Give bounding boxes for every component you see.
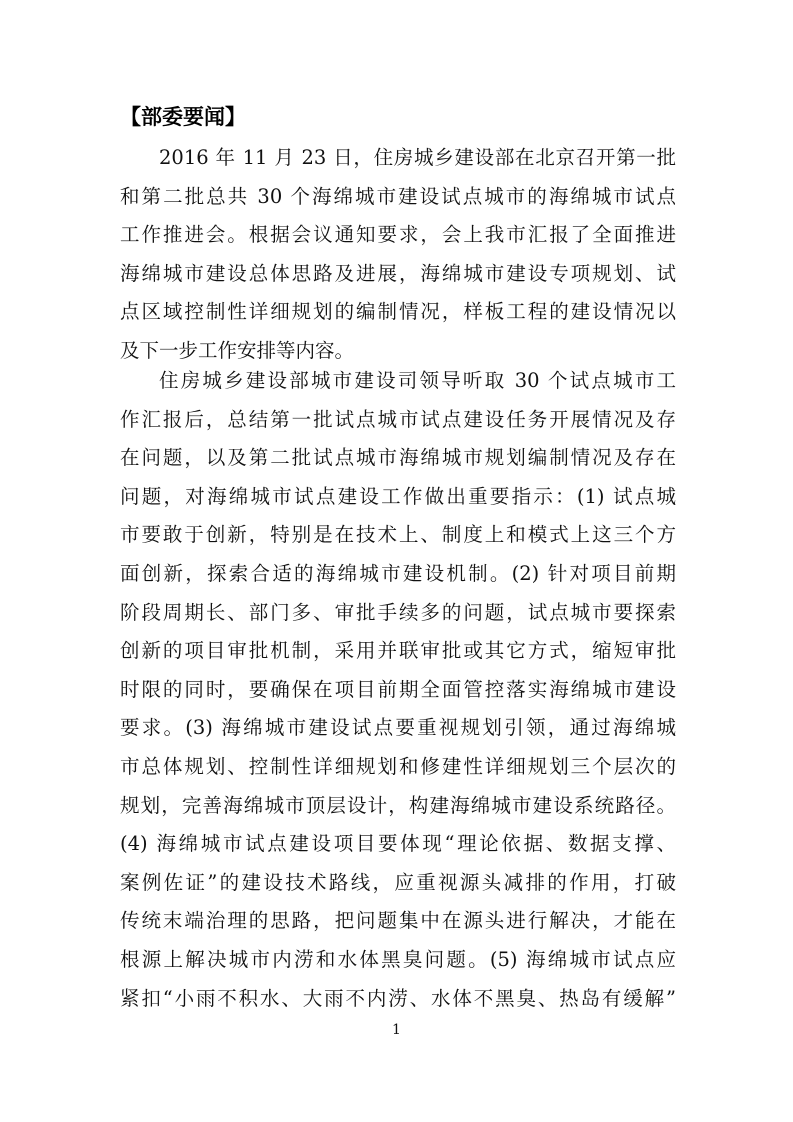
paragraph-1: [120, 139, 676, 371]
paragraph-line: 市总体规划、控制性详细规划和修建性详细规划三个层次的: [120, 754, 676, 778]
paragraph-line: 住房城乡建设部城市建设司领导听取 30 个试点城市工: [159, 369, 676, 392]
section-heading: 【部委要闻】: [120, 105, 246, 129]
paragraph-line: 点区域控制性详细规划的编制情况，样板工程的建设情况以: [120, 300, 676, 324]
paragraph-line: 案例佐证”的建设技术路线，应重视源头减排的作用，打破: [120, 870, 676, 894]
paragraph-line: 根源上解决城市内涝和水体黑臭问题。(5) 海绵城市试点应: [120, 947, 676, 971]
paragraph-line: 时限的同时，要确保在项目前期全面管控落实海绵城市建设: [120, 677, 676, 701]
paragraph-line: 阶段周期长、部门多、审批手续多的问题，试点城市要探索: [120, 600, 676, 624]
page-number: 1: [392, 1022, 401, 1038]
paragraph-line: 面创新，探索合适的海绵城市建设机制。(2) 针对项目前期: [120, 561, 676, 585]
paragraph-line: 和第二批总共 30 个海绵城市建设试点城市的海绵城市试点: [120, 184, 676, 208]
paragraph-line: 规划，完善海绵城市顶层设计，构建海绵城市建设系统路径。: [120, 793, 676, 817]
paragraph-line: 及下一步工作安排等内容。: [120, 338, 355, 362]
paragraph-line: 作汇报后，总结第一批试点城市试点建设任务开展情况及存: [120, 407, 676, 431]
paragraph-line: 2016 年 11 月 23 日，住房城乡建设部在北京召开第一批: [159, 146, 676, 169]
paragraph-line: 工作推进会。根据会议通知要求，会上我市汇报了全面推进: [120, 223, 676, 247]
paragraph-line: (4) 海绵城市试点建设项目要体现“理论依据、数据支撑、: [120, 832, 676, 856]
paragraph-line: 市要敢于创新，特别是在技术上、制度上和模式上这三个方: [120, 523, 676, 547]
paragraph-line: 传统末端治理的思路，把问题集中在源头进行解决，才能在: [120, 909, 676, 933]
paragraph-line: 紧扣“小雨不积水、大雨不内涝、水体不黑臭、热岛有缓解”: [120, 986, 676, 1010]
paragraph-2: [120, 362, 676, 1018]
paragraph-line: 创新的项目审批机制，采用并联审批或其它方式，缩短审批: [120, 639, 676, 663]
paragraph-line: 问题，对海绵城市试点建设工作做出重要指示：(1) 试点城: [120, 484, 676, 508]
paragraph-line: 海绵城市建设总体思路及进展，海绵城市建设专项规划、试: [120, 261, 676, 285]
paragraph-line: 在问题，以及第二批试点城市海绵城市规划编制情况及存在: [120, 446, 676, 470]
paragraph-line: 要求。(3) 海绵城市建设试点要重视规划引领，通过海绵城: [120, 716, 676, 740]
